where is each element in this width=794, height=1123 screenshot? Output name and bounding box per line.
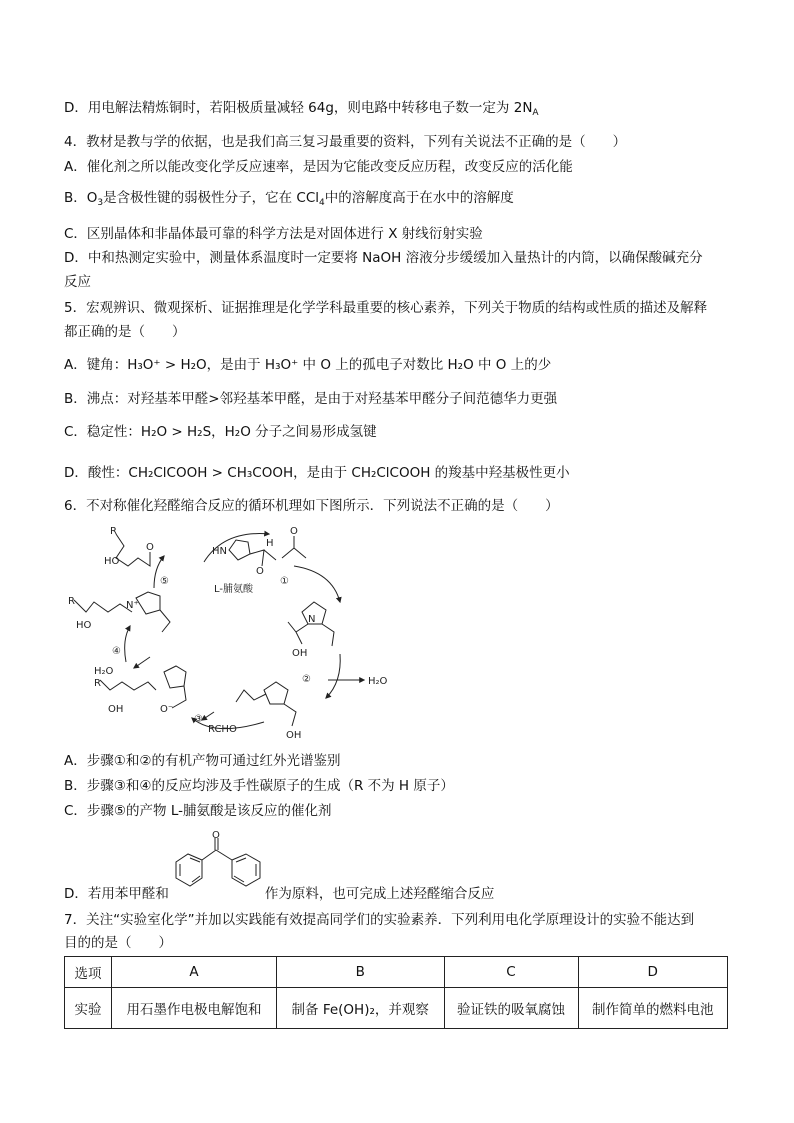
table-header-cell: B [276, 957, 444, 988]
q5-option-d: D．酸性：CH₂ClCOOH > CH₃COOH，是由于 CH₂ClCOOH 的羧基中羟基极性更小 [64, 465, 570, 481]
label-ho-left: HO [76, 620, 92, 631]
q5-option-b: B．沸点：对羟基苯甲醛>邻羟基苯甲醛，是由于对羟基苯甲醛分子间范德华力更强 [64, 391, 558, 407]
table-header-cell: C [444, 957, 578, 988]
q7-stem-line1: 7．关注“实验室化学”并加以实践能有效提高同学们的实验素养．下列利用电化学原理设计的实验不能达到 [64, 912, 695, 928]
q4-option-d-line2: 反应 [64, 274, 91, 290]
q6-option-c: C．步骤⑤的产物 L-脯氨酸是该反应的催化剂 [64, 803, 332, 819]
q5-option-a: A．键角：H₃O⁺ > H₂O，是由于 H₃O⁺ 中 O 上的孤电子对数比 H₂O 中 O 上的少 [64, 357, 552, 373]
q6-stem: 6．不对称催化羟醛缩合反应的循环机理如下图所示．下列说法不正确的是（ ） [64, 498, 559, 514]
label-r-top: R [110, 526, 117, 537]
q6-option-a: A．步骤①和②的有机产物可通过红外光谱鉴别 [64, 753, 341, 769]
label-oh-bottom: OH [108, 704, 124, 715]
step-5: ⑤ [160, 576, 169, 587]
q5-stem-line1: 5．宏观辨识、微观探析、证据推理是化学学科最重要的核心素养，下列关于物质的结构或性质的描述及解释 [64, 300, 708, 316]
step-1: ① [280, 576, 289, 587]
q5-stem-line2: 都正确的是（ ） [64, 324, 186, 340]
q7-stem-line2: 目的的是（ ） [64, 935, 172, 951]
step-3: ③ [194, 714, 203, 725]
label-nplus: N⁺ [126, 600, 139, 611]
q4-option-d-line1: D．中和热测定实验中，测量体系温度时一定要将 NaOH 溶液分步缓缓加入量热计的内筒，以确保酸碱充分 [64, 250, 703, 266]
q4-option-b: B．$O_3$是含极性键的弱极性分子，它在 CCl$_4$中的溶解度高于在水中的溶解度 [64, 190, 514, 208]
label-o-proline: O [256, 566, 264, 577]
label-o-benzophenone: O [212, 830, 220, 841]
table-header-cell: 选项 [65, 957, 112, 988]
table-cell: 实验 [65, 988, 112, 1029]
table-cell: 验证铁的吸氧腐蚀 [444, 988, 578, 1029]
label-ho-top: HO [104, 556, 120, 567]
label-n-right: N [308, 614, 316, 625]
q3-option-d: D．用电解法精炼铜时，若阳极质量减轻 64g，则电路中转移电子数一定为 $2N_A$ [64, 100, 539, 118]
q7-options-table [64, 956, 728, 1029]
q4-option-a: A．催化剂之所以能改变化学反应速率，是因为它能改变反应历程，改变反应的活化能 [64, 159, 573, 175]
q4-option-c: C．区别晶体和非晶体最可靠的科学方法是对固体进行 X 射线衍射实验 [64, 226, 483, 242]
table-cell: 制作简单的燃料电池 [578, 988, 728, 1029]
label-rcho: RCHO [208, 724, 237, 735]
label-o-top: O [146, 542, 154, 553]
label-r-bottom: R [94, 678, 101, 689]
table-header-row [65, 957, 728, 988]
label-oh-bottom-right: OH [286, 730, 302, 741]
table-cell: 制备 Fe(OH)₂，并观察 [276, 988, 444, 1029]
table-row [65, 988, 728, 1029]
label-ominus: O⁻ [160, 704, 174, 715]
label-hn: HN [212, 546, 227, 557]
label-catalyst: L-脯氨酸 [214, 584, 254, 595]
table-header-cell: D [578, 957, 728, 988]
label-r-left: R [68, 596, 75, 607]
aldol-mechanism-diagram [64, 522, 444, 744]
q6-option-b: B．步骤③和④的反应均涉及手性碳原子的生成（R 不为 H 原子） [64, 778, 454, 794]
step-4: ④ [112, 646, 121, 657]
q4-stem: 4．教材是教与学的依据，也是我们高三复习最重要的资料，下列有关说法不正确的是（ ） [64, 134, 627, 150]
label-h-top: H [266, 538, 274, 549]
q6-option-d: D．若用苯甲醛和 作为原料，也可完成上述羟醛缩合反应 [64, 886, 495, 902]
table-header-cell: A [112, 957, 277, 988]
label-h2o-out: H₂O [368, 676, 388, 687]
step-2: ② [302, 674, 311, 685]
label-oh-right: OH [292, 648, 308, 659]
label-h2o-in: H₂O [94, 666, 114, 677]
table-cell: 用石墨作电极电解饱和 [112, 988, 277, 1029]
label-o-acetone: O [290, 526, 298, 537]
q5-option-c: C．稳定性：H₂O > H₂S，H₂O 分子之间易形成氢键 [64, 424, 377, 440]
